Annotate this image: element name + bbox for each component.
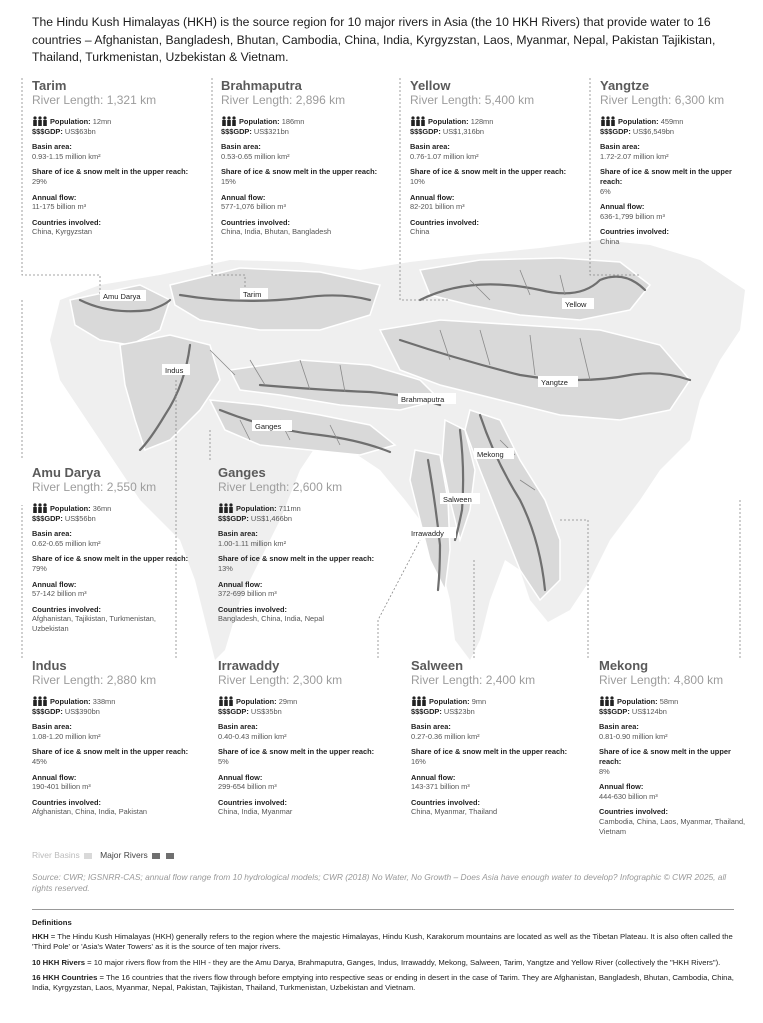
legend-rivers-label: Major Rivers	[100, 850, 148, 860]
map-label-amudarya: Amu Darya	[103, 292, 141, 301]
river-card-salween: Salween River Length: 2,400 km Population: 9mn $$$GDP: US$23bn Basin area: 0.27-0.36 million km² Share of ice & snow melt in the upper reach: 16% Annual flow: 143-371 billion m³ Countries involved: China, Myanmar, Thailand	[411, 658, 568, 817]
river-length: River Length: 2,550 km	[32, 480, 157, 494]
source-note: Source: CWR; IGSNRR-CAS; annual flow range from 10 hydrological models; CWR (2018) No Water, No Growth – Does Asia have enough water to develop? Infographic © CWR 2025, all rights reserved.	[32, 872, 727, 893]
legend-river-swatch	[152, 853, 160, 859]
river-card-irrawaddy: Irrawaddy River Length: 2,300 km Population: 29mn $$$GDP: US$35bn Basin area: 0.40-0.43 million km² Share of ice & snow melt in the upper reach: 5% Annual flow: 299-654 billion m³ Countries involved: China, India, Myanmar	[218, 658, 375, 817]
river-length: River Length: 2,600 km	[218, 480, 343, 494]
map-label-indus: Indus	[165, 366, 184, 375]
river-length: River Length: 2,300 km	[218, 673, 343, 687]
river-name: Tarim	[32, 78, 67, 93]
river-length: River Length: 4,800 km	[599, 673, 724, 687]
population-icon	[600, 116, 616, 126]
map-label-yangtze: Yangtze	[541, 378, 568, 387]
river-card-indus: Indus River Length: 2,880 km Population: 338mn $$$GDP: US$390bn Basin area: 1.08-1.20 million km² Share of ice & snow melt in the upper reach: 45% Annual flow: 190-401 billion m³ Countries involved: Afghanistan, China, India, Pakistan	[32, 658, 189, 817]
legend-basin-swatch	[84, 853, 92, 859]
river-name: Yellow	[410, 78, 451, 93]
population-icon	[410, 116, 426, 126]
river-card-yellow: Yellow River Length: 5,400 km Population: 128mn $$$GDP: US$1,316bn Basin area: 0.76-1.07 million km² Share of ice & snow melt in the upper reach: 10% Annual flow: 82-201 billion m³ Countries involved: China	[410, 78, 567, 237]
river-length: River Length: 5,400 km	[410, 93, 535, 107]
river-card-brahmaputra: Brahmaputra River Length: 2,896 km Population: 186mn $$$GDP: US$321bn Basin area: 0.53-0.65 million km² Share of ice & snow melt in the upper reach: 15% Annual flow: 577-1,076 billion m³ Countries involved: China, India, Bhutan, Bangladesh	[221, 78, 378, 237]
river-length: River Length: 6,300 km	[600, 93, 725, 107]
population-icon	[411, 696, 427, 706]
population-icon	[32, 116, 48, 126]
intro-text: The Hindu Kush Himalayas (HKH) is the source region for 10 major rivers in Asia (the 10 HKH Rivers) that provide water to 16 countries – Afghanistan, Bangladesh, Bhutan, Cambodia, China, India, Kyrgyzstan, Laos, Myanmar, Nepal, Pakistan Tajikistan, Thailand, Turkmenistan, Uzbekistan & Vietnam.	[32, 15, 716, 64]
map-label-ganges: Ganges	[255, 422, 282, 431]
map-legend	[32, 850, 180, 860]
definitions-section	[32, 918, 734, 998]
river-name: Mekong	[599, 658, 649, 673]
river-name: Ganges	[218, 465, 266, 480]
definition-hkh: HKH = The Hindu Kush Himalayas (HKH) generally refers to the region where the majestic Himalayas, Hindu Kush, Karakorum mountains are located as well as the Tibetan Plateau. It is also often called the 'Third Pole' or 'Asia's Water Towers' as it is the source of ten major rivers.	[32, 932, 733, 952]
river-length: River Length: 1,321 km	[32, 93, 157, 107]
river-name: Yangtze	[600, 78, 650, 93]
map-label-mekong: Mekong	[477, 450, 504, 459]
river-length: River Length: 2,880 km	[32, 673, 157, 687]
population-icon	[218, 696, 234, 706]
population-icon	[32, 696, 48, 706]
definition-rivers: 10 HKH Rivers = 10 major rivers flow from the HIH - they are the Amu Darya, Brahmaputra, Ganges, Indus, Irrawaddy, Mekong, Salween, Tarim, Yangtze and Yellow River (collectively the "HKH Rivers").	[32, 957, 721, 967]
definition-countries: 16 HKH Countries = The 16 countries that the rivers flow through before emptying into respective seas or ending in desert in the case of Tarim. They are Afghanistan, Bangladesh, Bhutan, Cambodia, China, India, Kyrgyzstan, Laos, Myanmar, Nepal, Pakistan, Tajikistan, Thailand, Turkmenistan, Uzbekistan and Vietnam.	[32, 972, 734, 993]
river-name: Irrawaddy	[218, 658, 280, 673]
map-label-salween: Salween	[443, 495, 472, 504]
map-label-yellow: Yellow	[565, 300, 587, 309]
river-card-amudarya: Amu Darya River Length: 2,550 km Population: 36mn $$$GDP: US$56bn Basin area: 0.62-0.65 million km² Share of ice & snow melt in the upper reach: 79% Annual flow: 57-142 billion m³ Countries involved: Afghanistan, Tajikistan, Turkmenistan, Uzbekistan	[32, 465, 189, 633]
river-name: Brahmaputra	[221, 78, 302, 93]
population-icon	[221, 116, 237, 126]
population-icon	[32, 503, 48, 513]
legend-basins-label: River Basins	[32, 850, 80, 860]
river-name: Salween	[411, 658, 464, 673]
river-name: Amu Darya	[32, 465, 101, 480]
population-icon	[599, 696, 615, 706]
river-card-tarim: Tarim River Length: 1,321 km Population: 12mn $$$GDP: US$63bn Basin area: 0.93-1.15 million km² Share of ice & snow melt in the upper reach: 29% Annual flow: 11-175 billion m³ Countries involved: China, Kyrgyzstan	[32, 78, 189, 237]
river-card-ganges: Ganges River Length: 2,600 km Population: 711mn $$$GDP: US$1,466bn Basin area: 1.00-1.11 million km² Share of ice & snow melt in the upper reach: 13% Annual flow: 372-699 billion m³ Countries involved: Bangladesh, China, India, Nepal	[218, 465, 375, 624]
river-card-mekong: Mekong River Length: 4,800 km Population: 58mn $$$GDP: US$124bn Basin area: 0.81-0.90 million km² Share of ice & snow melt in the upper reach: 8% Annual flow: 444-630 billion m³ Countries involved: Cambodia, China, Laos, Myanmar, Thailand, Vietnam	[599, 658, 749, 836]
river-card-yangtze: Yangtze River Length: 6,300 km Population: 459mn $$$GDP: US$6,549bn Basin area: 1.72-2.07 million km² Share of ice & snow melt in the upper reach: 6% Annual flow: 636-1,799 billion m³ Countries involved: China	[600, 78, 750, 247]
river-name: Indus	[32, 658, 67, 673]
map-label-irrawaddy: Irrawaddy	[411, 529, 444, 538]
map-label-tarim: Tarim	[243, 290, 262, 299]
divider	[32, 909, 734, 910]
river-length: River Length: 2,896 km	[221, 93, 346, 107]
map-label-brahmaputra: Brahmaputra	[401, 395, 445, 404]
definitions-title: Definitions	[32, 918, 72, 927]
population-icon	[218, 503, 234, 513]
legend-river-swatch-2	[166, 853, 174, 859]
river-length: River Length: 2,400 km	[411, 673, 536, 687]
